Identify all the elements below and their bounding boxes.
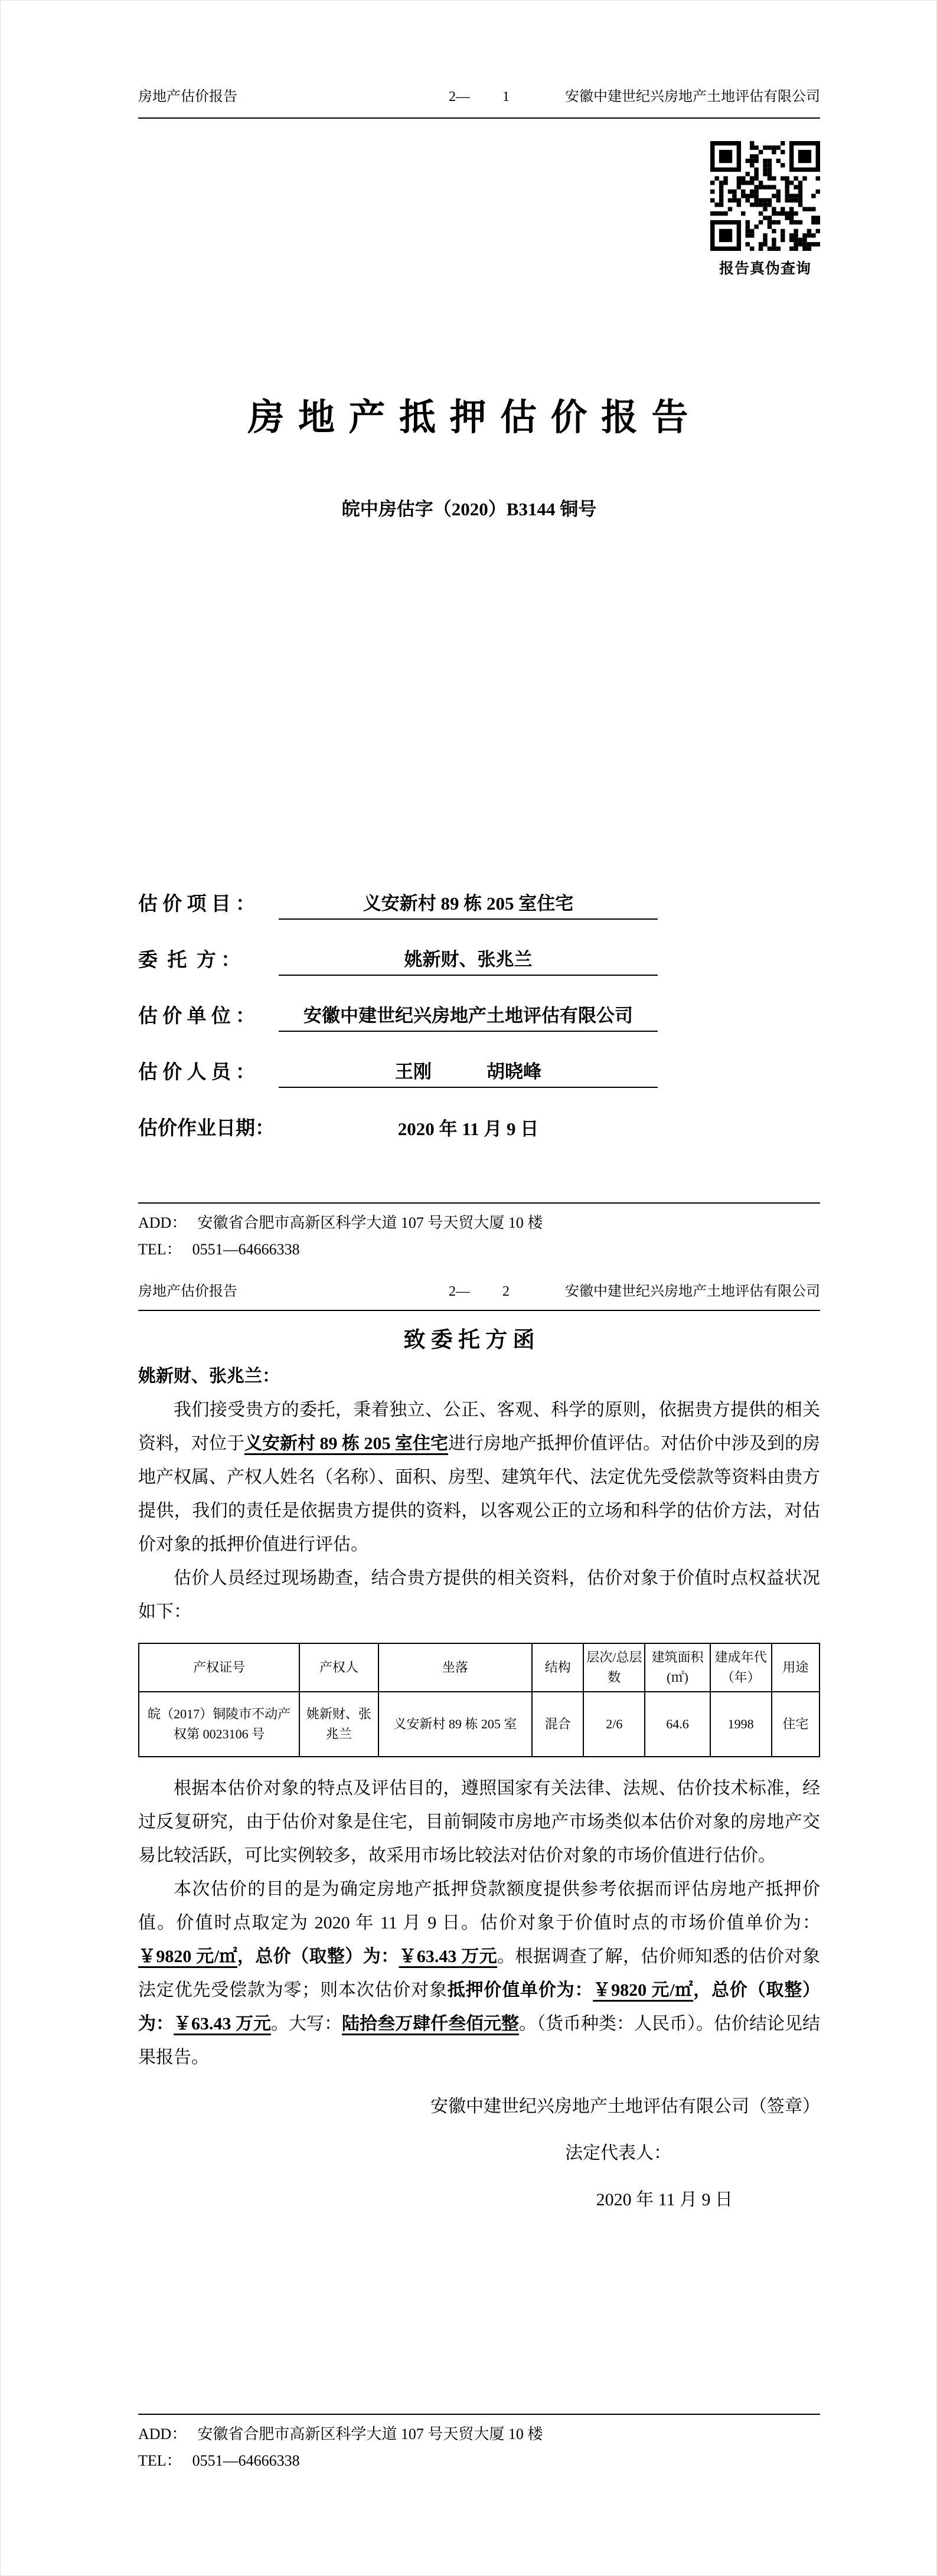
cover-field-value: 安徽中建世纪兴房地产土地评估有限公司 xyxy=(279,1001,658,1032)
signature-company: 安徽中建世纪兴房地产土地评估有限公司（签章） xyxy=(430,2097,820,2117)
footer-tel-label: TEL： xyxy=(138,2452,182,2469)
header-rule xyxy=(138,117,820,119)
header-page-number: 1 xyxy=(502,89,510,104)
table-header-cell: 结构 xyxy=(532,1643,583,1692)
body-paragraph xyxy=(138,1872,820,2074)
cover-field-row xyxy=(138,1088,658,1144)
salutation: 姚新财、张兆兰： xyxy=(138,1367,280,1386)
text-run: 。根据调查了解，估价师知悉的估价对象法定优先受偿款为零；则本次估价对象 xyxy=(138,1947,821,2000)
page-footer xyxy=(138,2421,820,2474)
cover-field-label: 估 价 项 目 ： xyxy=(138,894,255,915)
table-cell: 皖（2017）铜陵市不动产权第 0023106 号 xyxy=(139,1692,299,1757)
table-header-cell: 产权证号 xyxy=(139,1643,299,1692)
header-page-prefix: 2— xyxy=(449,1284,470,1299)
text-run: 。（货币种类：人民币）。估价结论见结果报告。 xyxy=(138,2014,820,2068)
table-cell: 2/6 xyxy=(583,1692,645,1757)
cover-field-label: 估价作业日期： xyxy=(138,1118,275,1139)
text-run: 本次估价的目的是为确定房地产抵押贷款额度提供参考依据而评估房地产抵押价值。价值时点取定为 2020 年 11 月 9 日。估价对象于价值时点的市场价值单价为： xyxy=(138,1879,820,1933)
text-run: 根据本估价对象的特点及评估目的，遵照国家有关法律、法规、估价技术标准，经过反复研究，由于估价对象是住宅，目前铜陵市房地产市场类似本估价对象的房地产交易比较活跃，可比实例较多，故采用市场比较法对估价对象的市场价值进行估价。 xyxy=(138,1779,820,1866)
cover-field-row xyxy=(138,1032,658,1088)
text-run: 。大写： xyxy=(271,2014,342,2034)
body-paragraph xyxy=(138,1561,820,1629)
document-title: 房 地 产 抵 押 估 价 报 告 xyxy=(247,398,691,438)
cover-field-value: 义安新村 89 栋 205 室住宅 xyxy=(279,888,658,920)
text-run: 义安新村 89 栋 205 室住宅 xyxy=(244,1434,448,1453)
text-run: ￥9820 元/㎡ xyxy=(593,1980,694,2000)
table-cell: 姚新财、张兆兰 xyxy=(299,1692,378,1757)
cover-field-value: 王刚 胡晓峰 xyxy=(279,1057,658,1088)
header-company-name: 安徽中建世纪兴房地产土地评估有限公司 xyxy=(565,89,820,104)
table-cell: 义安新村 89 栋 205 室 xyxy=(378,1692,533,1757)
document-number: 皖中房估字（2020）B3144 铜号 xyxy=(341,499,597,519)
text-run: 我们接受贵方的委托，秉着独立、公正、客观、科学的原则，依据贵方提供的相关资料，对位于 xyxy=(138,1400,820,1453)
footer-add-label: ADD： xyxy=(138,2425,187,2443)
header-doc-type: 房地产估价报告 xyxy=(138,89,237,104)
cover-field-label: 估 价 单 位 ： xyxy=(138,1006,255,1027)
header-page-prefix: 2— xyxy=(449,89,470,104)
footer-tel-line xyxy=(138,2447,820,2474)
paragraphs-before-table xyxy=(138,1393,820,1629)
footer-rule xyxy=(138,1202,820,1204)
letter-title: 致 委 托 方 函 xyxy=(403,1328,535,1352)
table-cell: 1998 xyxy=(710,1692,772,1757)
cover-field-row xyxy=(138,976,658,1032)
cover-fields xyxy=(138,864,658,1144)
qr-verification-block xyxy=(710,141,820,278)
letter-body xyxy=(138,1359,820,2217)
qr-code-icon xyxy=(710,141,820,251)
page-footer xyxy=(138,1209,820,1263)
cover-field-row xyxy=(138,864,658,920)
text-run: 估价人员经过现场勘查，结合贵方提供的相关资料，估价对象于价值时点权益状况如下： xyxy=(138,1568,820,1622)
property-rights-table xyxy=(138,1643,820,1757)
text-run: ，总价（取整）为： xyxy=(237,1947,399,1967)
header-company-name: 安徽中建世纪兴房地产土地评估有限公司 xyxy=(565,1284,820,1299)
table-header-cell: 产权人 xyxy=(299,1643,378,1692)
text-run: ￥63.43 万元 xyxy=(174,2014,271,2034)
cover-field-row xyxy=(138,920,658,976)
signature-legal-rep: 法定代表人： xyxy=(565,2143,671,2163)
footer-tel-label: TEL： xyxy=(138,1241,182,1258)
page-header xyxy=(138,1279,820,1300)
table-row xyxy=(139,1692,820,1757)
page-header xyxy=(138,84,820,105)
table-header-cell: 坐落 xyxy=(378,1643,533,1692)
qr-caption: 报告真伪查询 xyxy=(719,261,811,277)
cover-field-label: 委 托 方 ： xyxy=(138,950,241,971)
footer-add-value: 安徽省合肥市高新区科学大道 107 号天贸大厦 10 楼 xyxy=(197,2425,543,2443)
footer-tel-value: 0551—64666338 xyxy=(192,1241,300,1258)
header-page-number: 2 xyxy=(502,1284,510,1299)
table-cell: 64.6 xyxy=(645,1692,710,1757)
table-header-cell: 建筑面积(㎡) xyxy=(645,1643,710,1692)
paragraphs-after-table xyxy=(138,1771,820,2074)
table-body xyxy=(139,1692,820,1757)
table-header-cell: 层次/总层数 xyxy=(583,1643,645,1692)
table-cell: 混合 xyxy=(532,1692,583,1757)
footer-add-value: 安徽省合肥市高新区科学大道 107 号天贸大厦 10 楼 xyxy=(197,1214,543,1231)
footer-tel-line xyxy=(138,1236,820,1263)
text-run: 进行房地产抵押价值评估。对估价中涉及到的房地产权属、产权人姓名（名称）、面积、房型、建筑年代、法定优先受偿款等资料由贵方提供，我们的责任是依据贵方提供的资料，以客观公正的立场和科学的估价方法，对估价对象的抵押价值进行评估。 xyxy=(138,1434,820,1554)
signature-date: 2020 年 11 月 9 日 xyxy=(596,2190,733,2210)
footer-address-line xyxy=(138,2421,820,2447)
signature-block xyxy=(138,2090,820,2217)
cover-field-label: 估 价 人 员 ： xyxy=(138,1062,255,1083)
table-header-row xyxy=(139,1643,820,1692)
header-page-indicator xyxy=(449,1284,510,1300)
text-run: ￥63.43 万元 xyxy=(399,1947,498,1967)
table-header-cell: 用途 xyxy=(772,1643,820,1692)
footer-tel-value: 0551—64666338 xyxy=(192,2452,300,2469)
footer-address-line xyxy=(138,1209,820,1236)
footer-add-label: ADD： xyxy=(138,1214,187,1231)
table-header-cell: 建成年代（年） xyxy=(710,1643,772,1692)
text-run: ￥9820 元/㎡ xyxy=(138,1947,237,1967)
text-run: 抵押价值单价为： xyxy=(447,1980,593,2000)
text-run: ，总价（取整）为： xyxy=(138,1980,821,2034)
table-cell: 住宅 xyxy=(772,1692,820,1757)
body-paragraph xyxy=(138,1771,820,1872)
cover-field-value: 姚新财、张兆兰 xyxy=(279,944,658,976)
body-paragraph xyxy=(138,1393,820,1561)
cover-field-value: 2020 年 11 月 9 日 xyxy=(397,1119,539,1139)
text-run: 陆拾叁万肆仟叁佰元整 xyxy=(342,2014,519,2034)
header-page-indicator xyxy=(449,89,510,105)
header-rule xyxy=(138,1310,820,1311)
header-doc-type: 房地产估价报告 xyxy=(138,1284,237,1299)
footer-rule xyxy=(138,2414,820,2415)
